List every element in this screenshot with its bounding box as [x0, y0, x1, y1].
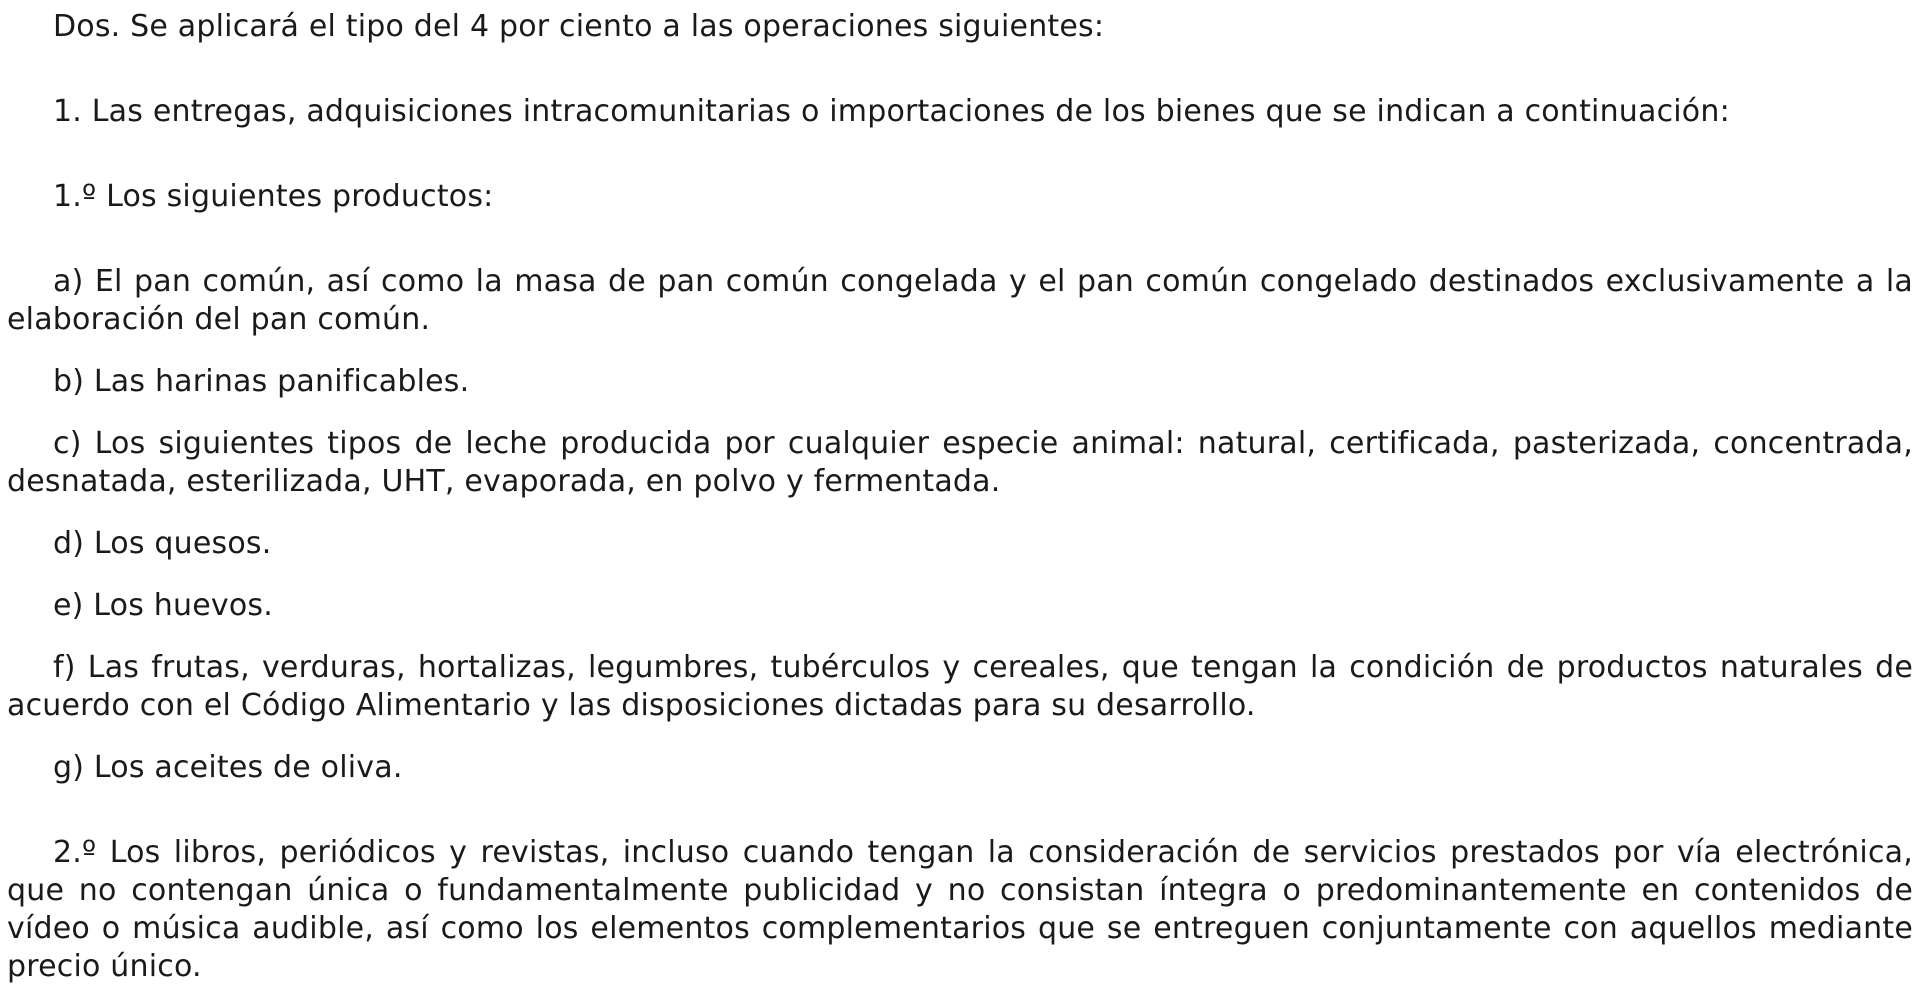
paragraph-letter-d: d) Los quesos.	[53, 526, 272, 561]
paragraph-subitem-1: 1.º Los siguientes productos:	[53, 179, 494, 214]
paragraph-letter-f: f) Las frutas, verduras, hortalizas, legumbres, tubérculos y cereales, que tengan la condición de productos naturales de acuerdo con el Código Alimentario y las disposiciones dictadas para su desarrollo.	[7, 650, 1913, 723]
paragraph-letter-c: c) Los siguientes tipos de leche producida por cualquier especie animal: natural, certificada, pasterizada, concentrada, desnatada, esterilizada, UHT, evaporada, en polvo y fermentada.	[7, 426, 1913, 499]
paragraph-dos: Dos. Se aplicará el tipo del 4 por ciento a las operaciones siguientes:	[53, 9, 1105, 44]
paragraph-item-1: 1. Las entregas, adquisiciones intracomunitarias o importaciones de los bienes que se indican a continuación:	[53, 94, 1730, 129]
paragraph-letter-g: g) Los aceites de oliva.	[53, 750, 403, 785]
paragraph-letter-a: a) El pan común, así como la masa de pan común congelada y el pan común congelado destinados exclusivamente a la elaboración del pan común.	[7, 264, 1913, 337]
paragraph-subitem-2: 2.º Los libros, periódicos y revistas, incluso cuando tengan la consideración de servicios prestados por vía electrónica, que no contengan única o fundamentalmente publicidad y no consistan íntegra o predominantemente en contenidos de vídeo o música audible, así como los elementos complementarios que se entreguen conjuntamente con aquellos mediante precio único.	[7, 835, 1913, 984]
paragraph-letter-b: b) Las harinas panificables.	[53, 364, 470, 399]
paragraph-letter-e: e) Los huevos.	[53, 588, 273, 623]
